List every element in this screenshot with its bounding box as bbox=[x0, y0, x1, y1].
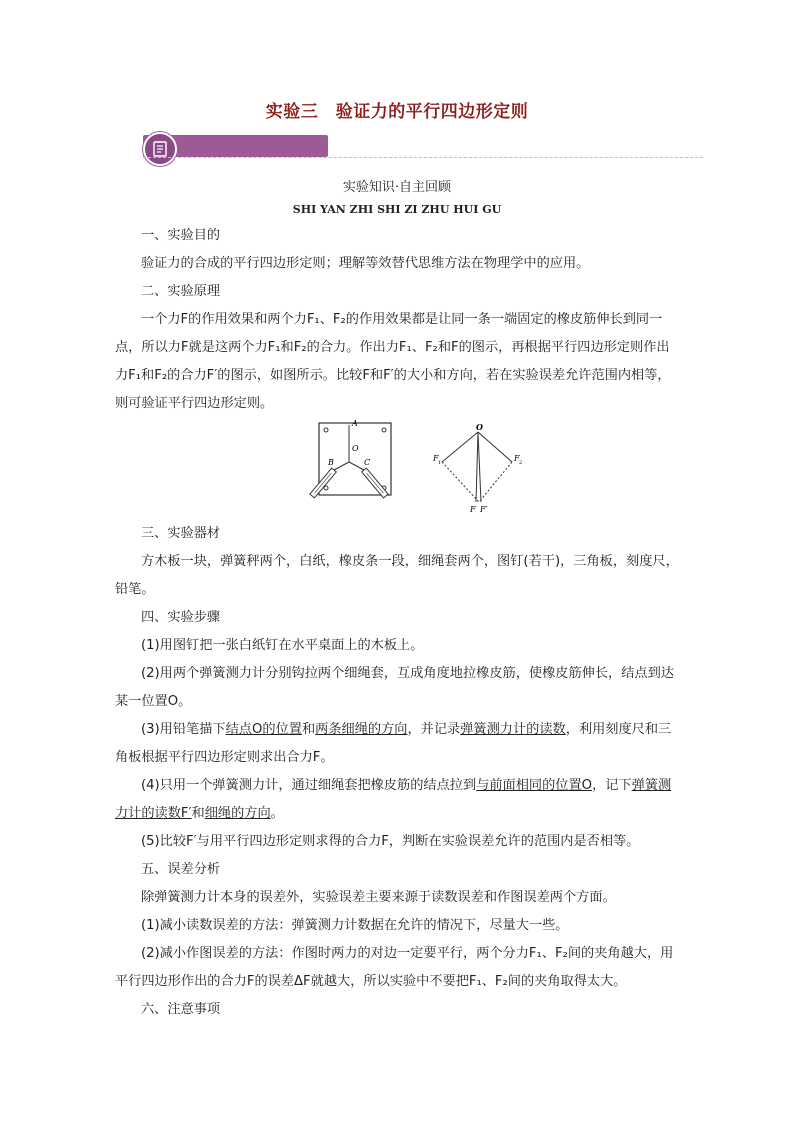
step-2: (2)用两个弹簧测力计分别钩拉两个细绳套，互成角度地拉橡皮筋，使橡皮筋伸长，结点到达某一位置O。 bbox=[115, 666, 674, 709]
label-o: O bbox=[352, 444, 359, 453]
step-3-text-b: 和 bbox=[301, 722, 316, 737]
label-f-prime: F′ bbox=[480, 505, 488, 514]
step-3-underline-1: 结点O的位置 bbox=[225, 722, 302, 737]
step-4 bbox=[115, 772, 681, 828]
step-3-text-a: (3)用铅笔描下 bbox=[141, 722, 226, 737]
section-purpose bbox=[115, 222, 681, 418]
paragraph-error: 除弹簧测力计本身的误差外，实验误差主要来源于读数误差和作图误差两个方面。 bbox=[141, 890, 616, 905]
error-2: (2)减小作图误差的方法：作图时两力的对边一定要平行，两个分力F₁、F₂间的夹角越大，用平行四边形作出的合力F的误差ΔF就越大，所以实验中不要把F₁、F₂间的夹角取得太大。 bbox=[115, 946, 674, 989]
step-3-underline-2: 两条细绳的方向 bbox=[315, 722, 408, 737]
experiment-figure bbox=[296, 420, 546, 524]
heading-notes: 六、注意事项 bbox=[141, 1002, 221, 1017]
label-f2-sub: 2 bbox=[519, 460, 523, 466]
step-4-text-a: (4)只用一个弹簧测力计，通过细绳套把橡皮筋的结点拉到 bbox=[141, 778, 477, 793]
step-4-underline-1: 与前面相同的位置O bbox=[476, 778, 593, 793]
heading-error: 五、误差分析 bbox=[141, 862, 221, 877]
heading-principle: 二、实验原理 bbox=[141, 284, 221, 299]
step-5: (5)比较F′与用平行四边形定则求得的合力F，判断在实验误差允许的范围内是否相等。 bbox=[141, 834, 640, 849]
label-o2: O bbox=[476, 422, 483, 432]
step-4-underline-2: 弹簧测力计的读数F′ bbox=[115, 778, 672, 821]
step-3-text-d: ，利用刻度尺和三角板根据平行四边形定则求出合力F。 bbox=[115, 722, 672, 765]
step-3-text-c: ，并记录 bbox=[407, 722, 461, 737]
step-4-text-b: ，记下 bbox=[592, 778, 632, 793]
label-f2: F bbox=[514, 454, 520, 463]
paragraph-materials: 方木板一块，弹簧秤两个，白纸，橡皮条一段，细绳套两个，图钉(若干)，三角板，刻度尺，铅笔。 bbox=[115, 554, 679, 597]
section-pinyin: SHI YAN ZHI SHI ZI ZHU HUI GU bbox=[292, 203, 502, 216]
divider bbox=[143, 157, 703, 158]
heading-purpose: 一、实验目的 bbox=[141, 228, 221, 243]
heading-materials: 三、实验器材 bbox=[141, 526, 221, 541]
label-a: A bbox=[352, 420, 358, 428]
step-4-text-c: 和 bbox=[191, 806, 205, 821]
label-f1: F bbox=[433, 454, 439, 463]
paragraph-principle: 一个力F的作用效果和两个力F₁、F₂的作用效果都是让同一条一端固定的橡皮筋伸长到同一点，所以力F就是这两个力F₁和F₂的合力。作出力F₁、F₂和F的图示，再根据平行四边形定则作出力F₁和F₂的合力F′的图示，如图所示。比较F和F′的大小和方向，若在实验误差允许范围内相等，则可验证平行四边形定则。 bbox=[115, 312, 671, 411]
section-materials bbox=[115, 520, 681, 1024]
label-c: C bbox=[364, 458, 371, 467]
paragraph-purpose: 验证力的合成的平行四边形定则；理解等效替代思维方法在物理学中的应用。 bbox=[141, 256, 590, 271]
step-4-underline-3: 细绳的方向 bbox=[204, 806, 271, 821]
page-title: 实验三 验证力的平行四边形定则 bbox=[265, 102, 529, 122]
step-1: (1)用图钉把一张白纸钉在水平桌面上的木板上。 bbox=[141, 638, 424, 653]
error-1: (1)减小读数误差的方法：弹簧测力计数据在允许的情况下，尽量大一些。 bbox=[141, 918, 569, 933]
label-f: F bbox=[470, 505, 476, 514]
notebook-icon bbox=[143, 132, 177, 166]
step-4-text-d: 。 bbox=[270, 806, 284, 821]
heading-steps: 四、实验步骤 bbox=[141, 610, 221, 625]
label-b: B bbox=[328, 458, 334, 467]
step-3-underline-3: 弹簧测力计的读数 bbox=[460, 722, 566, 737]
section-header: 实验知识·自主回顾 bbox=[342, 180, 452, 195]
label-f1-sub: 1 bbox=[438, 460, 442, 466]
step-3 bbox=[115, 716, 681, 772]
